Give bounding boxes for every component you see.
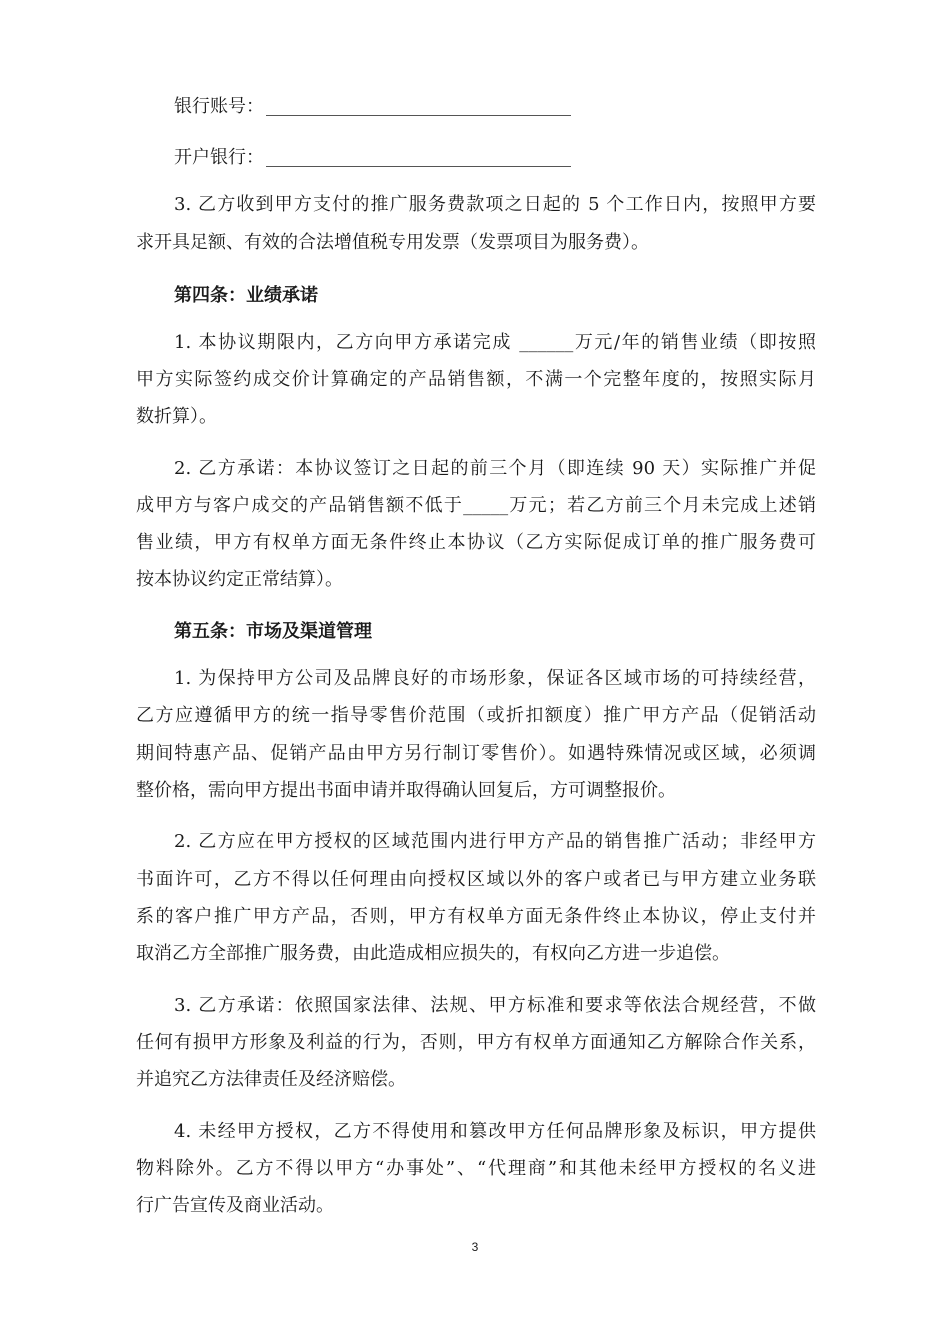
paragraph-line: 并追究乙方法律责任及经济赔偿。 <box>136 1069 406 1090</box>
paragraph-line: 求开具足额、有效的合法增值税专用发票（发票项目为服务费）。 <box>136 232 649 253</box>
paragraph-line: 物料除外。乙方不得以甲方“办事处”、“代理商”和其他未经甲方授权的名义进 <box>136 1158 816 1179</box>
section-heading: 第四条：业绩承诺 <box>174 285 318 306</box>
paragraph-line: 售业绩，甲方有权单方面无条件终止本协议（乙方实际促成订单的推广服务费可 <box>136 532 816 553</box>
paragraph-line: 行广告宣传及商业活动。 <box>136 1195 334 1216</box>
paragraph-line: 2. 乙方承诺：本协议签订之日起的前三个月（即连续 90 天）实际推广并促 <box>174 458 816 479</box>
paragraph-line: 任何有损甲方形象及利益的行为，否则，甲方有权单方面通知乙方解除合作关系， <box>136 1032 816 1053</box>
page-number: 3 <box>471 1240 479 1254</box>
bank-name-label: 开户银行： <box>174 147 264 168</box>
paragraph-line: 数折算）。 <box>136 406 217 427</box>
bank-account-field <box>174 92 571 118</box>
bank-account-label: 银行账号： <box>174 96 264 117</box>
paragraph-line: 4. 未经甲方授权，乙方不得使用和篡改甲方任何品牌形象及标识，甲方提供 <box>174 1121 816 1142</box>
paragraph-line: 乙方应遵循甲方的统一指导零售价范围（或折扣额度）推广甲方产品（促销活动 <box>136 705 816 726</box>
paragraph-line: 按本协议约定正常结算）。 <box>136 569 343 590</box>
paragraph-line: 3. 乙方承诺：依照国家法律、法规、甲方标准和要求等依法合规经营，不做 <box>174 995 816 1016</box>
paragraph-line: 甲方实际签约成交价计算确定的产品销售额，不满一个完整年度的，按照实际月 <box>136 369 816 390</box>
bank-name-blank <box>266 148 571 167</box>
paragraph-line: 整价格，需向甲方提出书面申请并取得确认回复后，方可调整报价。 <box>136 780 676 801</box>
paragraph-line: 1. 为保持甲方公司及品牌良好的市场形象，保证各区域市场的可持续经营， <box>174 668 816 689</box>
section-heading: 第五条：市场及渠道管理 <box>174 621 372 642</box>
paragraph-line: 期间特惠产品、促销产品由甲方另行制订零售价）。如遇特殊情况或区域，必须调 <box>136 743 816 764</box>
paragraph-line: 系的客户推广甲方产品，否则，甲方有权单方面无条件终止本协议，停止支付并 <box>136 906 816 927</box>
paragraph-line: 取消乙方全部推广服务费，由此造成相应损失的，有权向乙方进一步追偿。 <box>136 943 730 964</box>
bank-account-blank <box>266 97 571 116</box>
paragraph-line: 3. 乙方收到甲方支付的推广服务费款项之日起的 5 个工作日内，按照甲方要 <box>174 194 816 215</box>
paragraph-line: 2. 乙方应在甲方授权的区域范围内进行甲方产品的销售推广活动；非经甲方 <box>174 831 816 852</box>
paragraph-line: 书面许可，乙方不得以任何理由向授权区域以外的客户或者已与甲方建立业务联 <box>136 869 816 890</box>
bank-name-field <box>174 143 571 169</box>
paragraph-line: 1. 本协议期限内，乙方向甲方承诺完成 ______万元/年的销售业绩（即按照 <box>174 332 816 353</box>
paragraph-line: 成甲方与客户成交的产品销售额不低于_____万元；若乙方前三个月未完成上述销 <box>136 495 816 516</box>
